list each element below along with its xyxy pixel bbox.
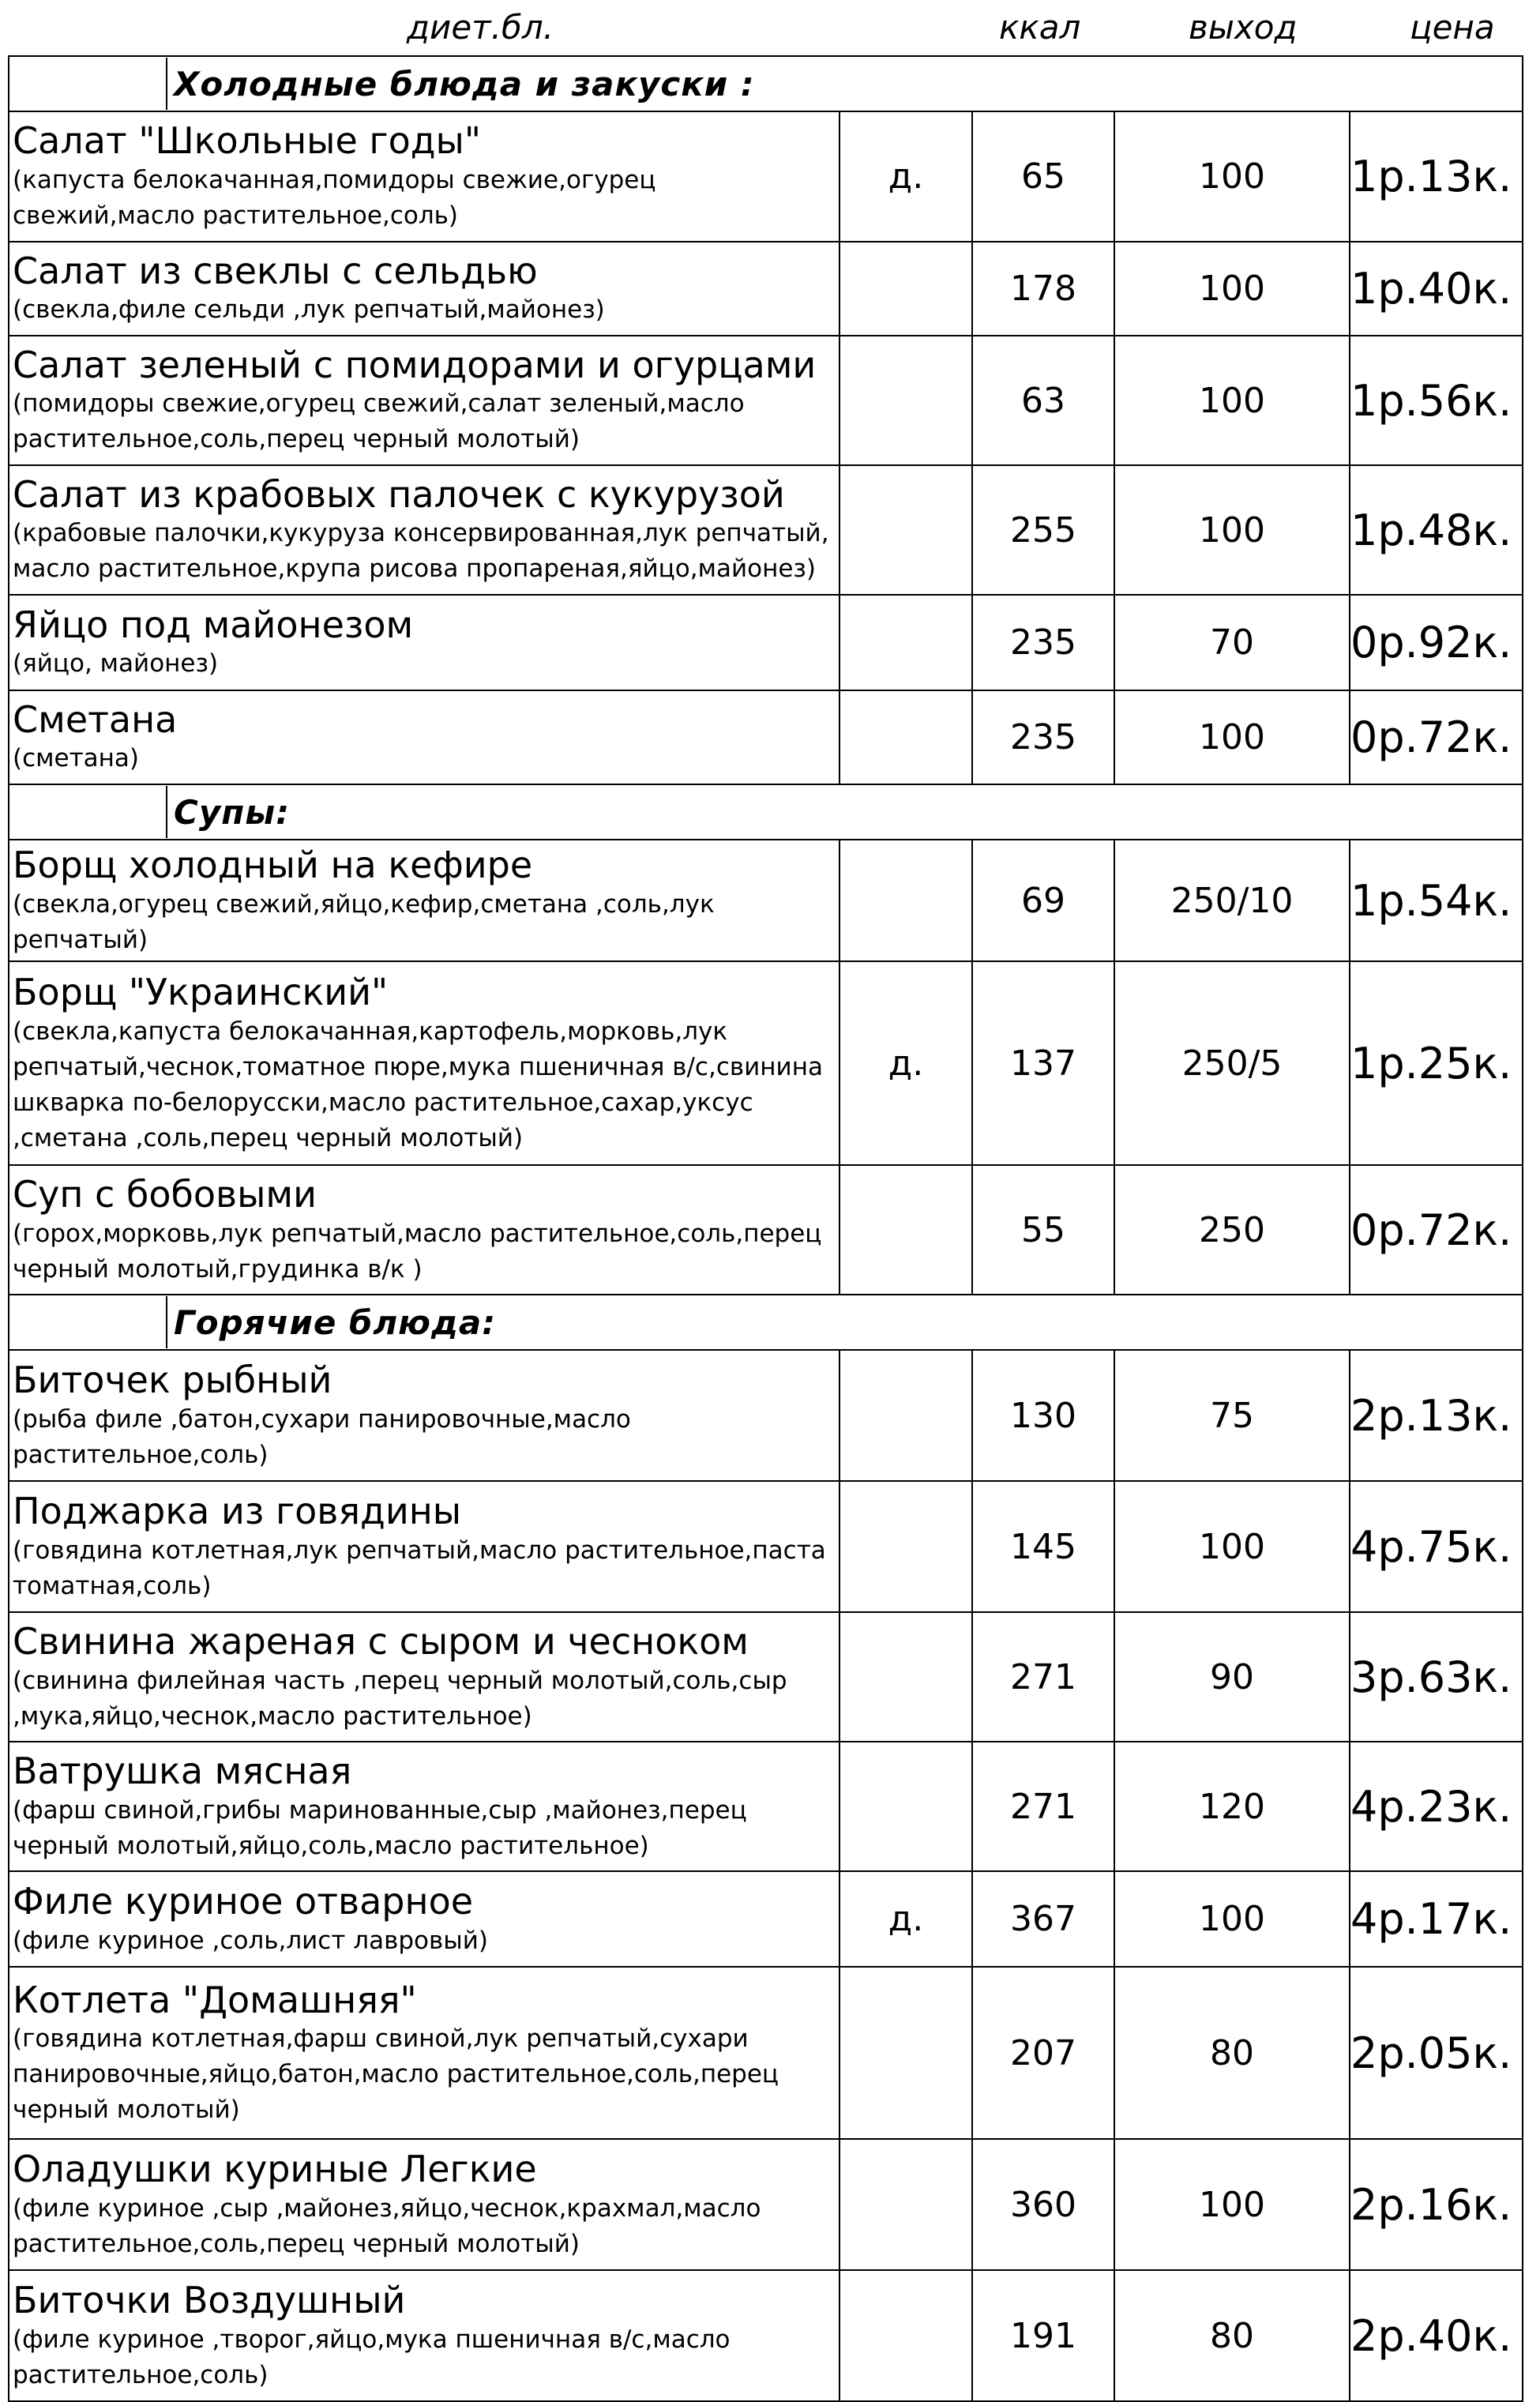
- diet-mark: [839, 690, 972, 784]
- yield-value: 250: [1114, 1165, 1350, 1295]
- yield-value: 80: [1114, 2270, 1350, 2401]
- section-spacer: [9, 1296, 167, 1348]
- menu-table: [8, 55, 1523, 2402]
- menu-item-row: [9, 2270, 1523, 2401]
- yield-value: 70: [1114, 595, 1350, 690]
- dish-ingredients: (говядина котлетная,лук репчатый,масло растительное,паста томатная,соль): [13, 1536, 826, 1600]
- dish-ingredients: (филе куриное ,творог,яйцо,мука пшеничная в/с,масло растительное,соль): [13, 2325, 731, 2389]
- dish-cell: [9, 242, 839, 336]
- price-value: 1р.13к.: [1350, 111, 1523, 242]
- yield-value: 100: [1114, 1481, 1350, 1612]
- menu-item-row: [9, 690, 1523, 784]
- dish-cell: [9, 111, 839, 242]
- yield-value: 100: [1114, 111, 1350, 242]
- kcal-value: 145: [972, 1481, 1114, 1612]
- dish-name: Биточки Воздушный: [13, 2279, 406, 2322]
- dish-cell: [9, 1967, 839, 2139]
- dish-ingredients: (свекла,филе сельди ,лук репчатый,майонез): [13, 295, 605, 325]
- dish-ingredients: (говядина котлетная,фарш свиной,лук репчатый,сухари панировочные,яйцо,батон,масло растительное,соль,перец черный молотый): [13, 2024, 779, 2125]
- dish-ingredients: (помидоры свежие,огурец свежий,салат зеленый,масло растительное,соль,перец черный молотый): [13, 389, 745, 454]
- dish-cell: [9, 1350, 839, 1481]
- section-spacer: [9, 786, 167, 838]
- menu-item-row: [9, 961, 1523, 1165]
- menu-body: [9, 56, 1523, 2401]
- kcal-value: 137: [972, 961, 1114, 1165]
- dish-cell: [9, 1871, 839, 1967]
- dish-name: Борщ холодный на кефире: [13, 844, 533, 886]
- section-title: Холодные блюда и закуски :: [174, 64, 755, 103]
- yield-value: 80: [1114, 1967, 1350, 2139]
- menu-item-row: [9, 1165, 1523, 1295]
- price-value: 2р.05к.: [1350, 1967, 1523, 2139]
- dish-ingredients: (свекла,огурец свежий,яйцо,кефир,сметана ,соль,лук репчатый): [13, 889, 715, 954]
- header-price: цена: [1410, 8, 1495, 47]
- price-value: 0р.72к.: [1350, 1165, 1523, 1295]
- menu-item-row: [9, 1967, 1523, 2139]
- dish-ingredients: (яйцо, майонез): [13, 649, 219, 678]
- kcal-value: 55: [972, 1165, 1114, 1295]
- price-value: 1р.25к.: [1350, 961, 1523, 1165]
- section-header: [9, 1295, 1523, 1350]
- dish-ingredients: (свинина филейная часть ,перец черный молотый,соль,сыр ,мука,яйцо,чеснок,масло растительное): [13, 1666, 787, 1731]
- section-title: Горячие блюда:: [174, 1302, 496, 1342]
- dish-name: Филе куриное отварное: [13, 1880, 474, 1923]
- dish-cell: [9, 1481, 839, 1612]
- dish-cell: [9, 961, 839, 1165]
- yield-value: 100: [1114, 1871, 1350, 1967]
- dish-ingredients: (сметана): [13, 744, 140, 773]
- menu-item-row: [9, 336, 1523, 465]
- menu-item-row: [9, 465, 1523, 595]
- diet-mark: [839, 336, 972, 465]
- diet-mark: [839, 1742, 972, 1871]
- kcal-value: 65: [972, 111, 1114, 242]
- price-value: 0р.72к.: [1350, 690, 1523, 784]
- price-value: 2р.40к.: [1350, 2270, 1523, 2401]
- dish-name: Оладушки куриные Легкие: [13, 2148, 537, 2191]
- kcal-value: 271: [972, 1742, 1114, 1871]
- menu-item-row: [9, 1742, 1523, 1871]
- dish-name: Салат зеленый с помидорами и огурцами: [13, 343, 817, 386]
- section-title-cell: [9, 1295, 1523, 1350]
- dish-name: Сметана: [13, 697, 178, 741]
- kcal-value: 191: [972, 2270, 1114, 2401]
- dish-name: Суп с бобовыми: [13, 1173, 317, 1216]
- yield-value: 100: [1114, 336, 1350, 465]
- diet-mark: [839, 595, 972, 690]
- dish-ingredients: (крабовые палочки,кукуруза консервированная,лук репчатый, масло растительное,крупа рисова пропареная,яйцо,майонез): [13, 519, 829, 584]
- dish-ingredients: (фарш свиной,грибы маринованные,сыр ,майонез,перец черный молотый,яйцо,соль,масло растительное): [13, 1795, 747, 1860]
- diet-mark: [839, 840, 972, 961]
- price-value: 3р.63к.: [1350, 1612, 1523, 1742]
- diet-mark: [839, 2139, 972, 2270]
- dish-cell: [9, 1742, 839, 1871]
- kcal-value: 207: [972, 1967, 1114, 2139]
- menu-item-row: [9, 1481, 1523, 1612]
- diet-mark: [839, 1612, 972, 1742]
- dish-cell: [9, 336, 839, 465]
- dish-name: Котлета "Домашняя": [13, 1978, 417, 2021]
- dish-ingredients: (свекла,капуста белокачанная,картофель,морковь,лук репчатый,чеснок,томатное пюре,мука пшеничная в/с,свинина шкварка по-белорусски,масло растительное,сахар,уксус ,сметана ,соль,перец черный молотый): [13, 1017, 823, 1152]
- menu-item-row: [9, 1350, 1523, 1481]
- dish-cell: [9, 1612, 839, 1742]
- dish-cell: [9, 465, 839, 595]
- diet-mark: [839, 2270, 972, 2401]
- section-title-cell: [9, 56, 1523, 111]
- menu-item-row: [9, 2139, 1523, 2270]
- header-yield: выход: [1189, 8, 1298, 47]
- dish-ingredients: (филе куриное ,соль,лист лавровый): [13, 1926, 488, 1955]
- section-title-cell: [9, 784, 1523, 840]
- price-value: 1р.48к.: [1350, 465, 1523, 595]
- diet-mark: [839, 465, 972, 595]
- dish-cell: [9, 840, 839, 961]
- kcal-value: 235: [972, 690, 1114, 784]
- yield-value: 100: [1114, 2139, 1350, 2270]
- diet-mark: д.: [839, 111, 972, 242]
- dish-name: Борщ "Украинский": [13, 971, 389, 1014]
- kcal-value: 63: [972, 336, 1114, 465]
- yield-value: 75: [1114, 1350, 1350, 1481]
- diet-mark: [839, 1967, 972, 2139]
- yield-value: 250/5: [1114, 961, 1350, 1165]
- dish-name: Биточек рыбный: [13, 1359, 332, 1402]
- yield-value: 120: [1114, 1742, 1350, 1871]
- dish-cell: [9, 595, 839, 690]
- kcal-value: 255: [972, 465, 1114, 595]
- menu-item-row: [9, 1871, 1523, 1967]
- price-value: 4р.17к.: [1350, 1871, 1523, 1967]
- diet-mark: [839, 1481, 972, 1612]
- kcal-value: 130: [972, 1350, 1114, 1481]
- price-value: 0р.92к.: [1350, 595, 1523, 690]
- menu-item-row: [9, 595, 1523, 690]
- section-header: [9, 56, 1523, 111]
- kcal-value: 178: [972, 242, 1114, 336]
- menu-item-row: [9, 111, 1523, 242]
- price-value: 1р.56к.: [1350, 336, 1523, 465]
- diet-mark: [839, 1350, 972, 1481]
- diet-mark: д.: [839, 961, 972, 1165]
- kcal-value: 235: [972, 595, 1114, 690]
- section-title: Супы:: [174, 792, 290, 832]
- dish-name: Салат "Школьные годы": [13, 119, 482, 163]
- section-spacer: [9, 58, 167, 110]
- dish-cell: [9, 2139, 839, 2270]
- dish-ingredients: (рыба филе ,батон,сухари панировочные,масло растительное,соль): [13, 1404, 631, 1469]
- dish-cell: [9, 2270, 839, 2401]
- kcal-value: 271: [972, 1612, 1114, 1742]
- kcal-value: 360: [972, 2139, 1114, 2270]
- dish-name: Яйцо под майонезом: [13, 603, 414, 646]
- header-diet: диет.бл.: [407, 8, 554, 47]
- yield-value: 100: [1114, 465, 1350, 595]
- dish-name: Поджарка из говядины: [13, 1490, 462, 1533]
- price-value: 4р.75к.: [1350, 1481, 1523, 1612]
- price-value: 1р.54к.: [1350, 840, 1523, 961]
- menu-item-row: [9, 1612, 1523, 1742]
- price-value: 1р.40к.: [1350, 242, 1523, 336]
- dish-name: Свинина жареная с сыром и чесноком: [13, 1620, 749, 1663]
- dish-cell: [9, 1165, 839, 1295]
- yield-value: 100: [1114, 690, 1350, 784]
- section-header: [9, 784, 1523, 840]
- diet-mark: д.: [839, 1871, 972, 1967]
- dish-name: Салат из крабовых палочек с кукурузой: [13, 472, 785, 516]
- price-value: 4р.23к.: [1350, 1742, 1523, 1871]
- header-kcal: ккал: [999, 8, 1081, 47]
- price-value: 2р.16к.: [1350, 2139, 1523, 2270]
- menu-item-row: [9, 840, 1523, 961]
- dish-ingredients: (капуста белокачанная,помидоры свежие,огурец свежий,масло растительное,соль): [13, 165, 656, 230]
- yield-value: 250/10: [1114, 840, 1350, 961]
- diet-mark: [839, 242, 972, 336]
- kcal-value: 367: [972, 1871, 1114, 1967]
- dish-name: Ватрушка мясная: [13, 1750, 352, 1793]
- kcal-value: 69: [972, 840, 1114, 961]
- dish-cell: [9, 690, 839, 784]
- yield-value: 90: [1114, 1612, 1350, 1742]
- dish-name: Салат из свеклы с сельдью: [13, 249, 538, 292]
- yield-value: 100: [1114, 242, 1350, 336]
- column-headers: [0, 0, 1540, 55]
- price-value: 2р.13к.: [1350, 1350, 1523, 1481]
- menu-item-row: [9, 242, 1523, 336]
- diet-mark: [839, 1165, 972, 1295]
- dish-ingredients: (филе куриное ,сыр ,майонез,яйцо,чеснок,крахмал,масло растительное,соль,перец черный молотый): [13, 2193, 761, 2258]
- dish-ingredients: (горох,морковь,лук репчатый,масло растительное,соль,перец черный молотый,грудинка в/к ): [13, 1219, 822, 1284]
